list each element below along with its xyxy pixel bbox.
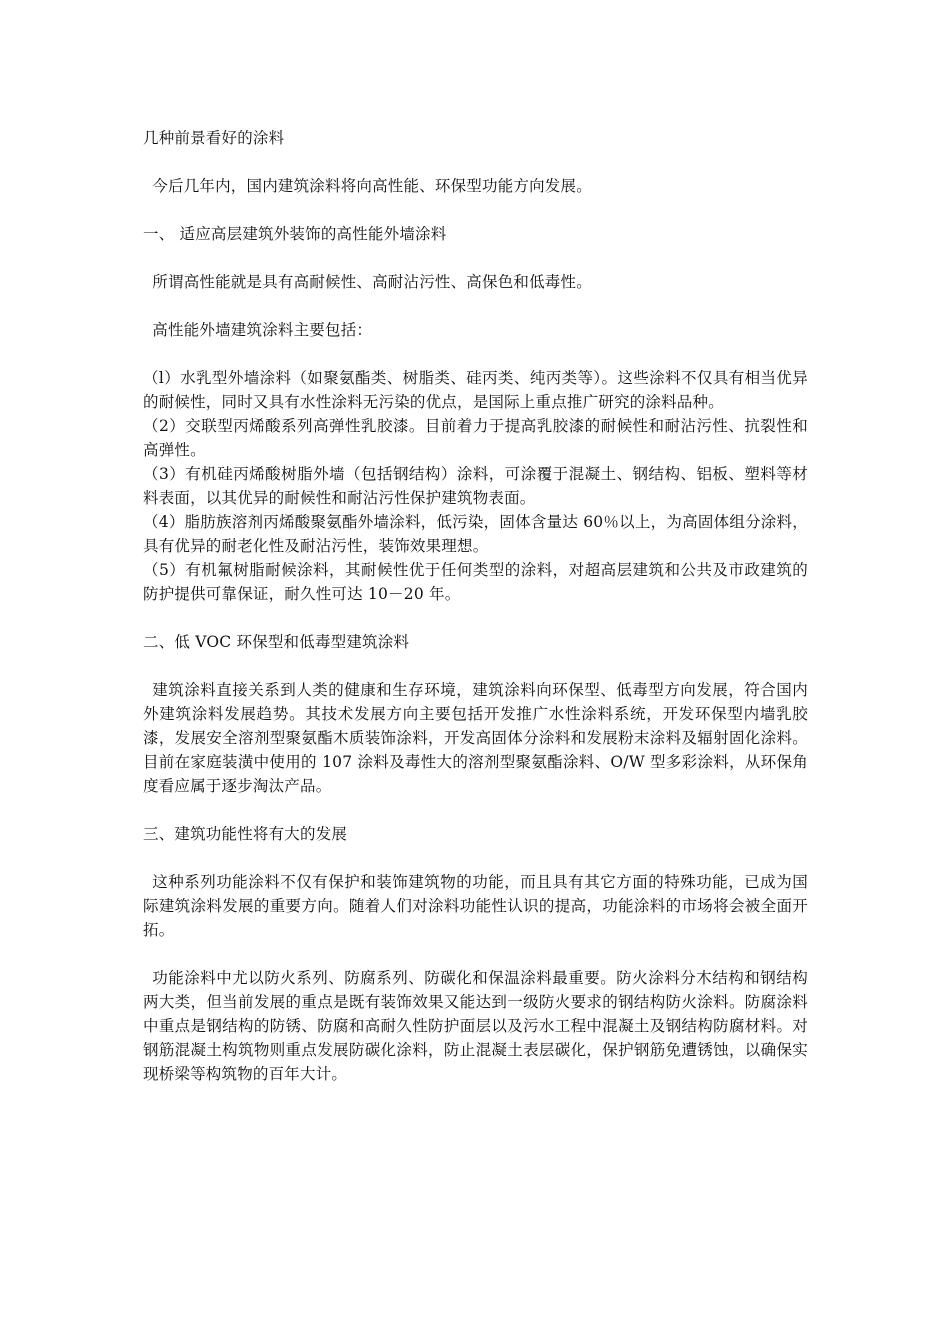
section-3-body-2: 功能涂料中尤以防火系列、防腐系列、防碳化和保温涂料最重要。防火涂料分木结构和钢结构两大类，但当前发展的重点是既有装饰效果又能达到一级防火要求的钢结构防火涂料。防腐涂料中重点是钢结构的防锈、防腐和高耐久性防护面层以及污水工程中混凝土及钢结构防腐材料。对钢筋混凝土构筑物则重点发展防碳化涂料，防止混凝土表层碳化，保护钢筋免遭锈蚀，以确保实现桥梁等构筑物的百年大计。	[143, 969, 808, 1083]
list-item: （2）交联型丙烯酸系列高弹性乳胶漆。目前着力于提高乳胶漆的耐候性和耐沾污性、抗裂性和高弹性。	[143, 417, 808, 459]
list-item: （4）脂肪族溶剂丙烯酸聚氨酯外墙涂料，低污染，固体含量达 60％以上，为高固体组分涂料，具有优异的耐老化性及耐沾污性，装饰效果理想。	[143, 513, 808, 555]
section-1-lead: 高性能外墙建筑涂料主要包括：	[152, 321, 373, 339]
document-body	[143, 126, 808, 1086]
list-item: （l）水乳型外墙涂料（如聚氨酯类、树脂类、硅丙类、纯丙类等）。这些涂料不仅具有相当优异的耐候性，同时又具有水性涂料无污染的优点，是国际上重点推广研究的涂料品种。	[143, 369, 808, 411]
list-item: （5）有机氟树脂耐候涂料，其耐候性优于任何类型的涂料，对超高层建筑和公共及市政建筑的防护提供可靠保证，耐久性可达 10－20 年。	[143, 561, 808, 603]
document-title: 几种前景看好的涂料	[143, 129, 285, 147]
section-3-heading: 三、建筑功能性将有大的发展	[143, 825, 348, 843]
section-2-body: 建筑涂料直接关系到人类的健康和生存环境，建筑涂料向环保型、低毒型方向发展，符合国内外建筑涂料发展趋势。其技术发展方向主要包括开发推广水性涂料系统，开发环保型内墙乳胶漆，发展安全溶剂型聚氨酯木质装饰涂料，开发高固体分涂料和发展粉末涂料及辐射固化涂料。目前在家庭装潢中使用的 107 涂料及毒性大的溶剂型聚氨酯涂料、O/W 型多彩涂料，从环保角度看应属于逐步淘汰产品。	[143, 681, 808, 795]
list-item: （3）有机硅丙烯酸树脂外墙（包括钢结构）涂料，可涂覆于混凝土、钢结构、铝板、塑料等材料表面，以其优异的耐候性和耐沾污性保护建筑物表面。	[143, 465, 808, 507]
section-2-heading: 二、低 VOC 环保型和低毒型建筑涂料	[143, 633, 410, 651]
section-1-heading: 一、 适应高层建筑外装饰的高性能外墙涂料	[143, 225, 447, 243]
section-3-body-1: 这种系列功能涂料不仅有保护和装饰建筑物的功能，而且具有其它方面的特殊功能，已成为国际建筑涂料发展的重要方向。随着人们对涂料功能性认识的提高，功能涂料的市场将会被全面开拓。	[143, 873, 808, 939]
intro-paragraph: 今后几年内，国内建筑涂料将向高性能、环保型功能方向发展。	[152, 177, 592, 195]
section-1-definition: 所谓高性能就是具有高耐候性、高耐沾污性、高保色和低毒性。	[152, 273, 592, 291]
